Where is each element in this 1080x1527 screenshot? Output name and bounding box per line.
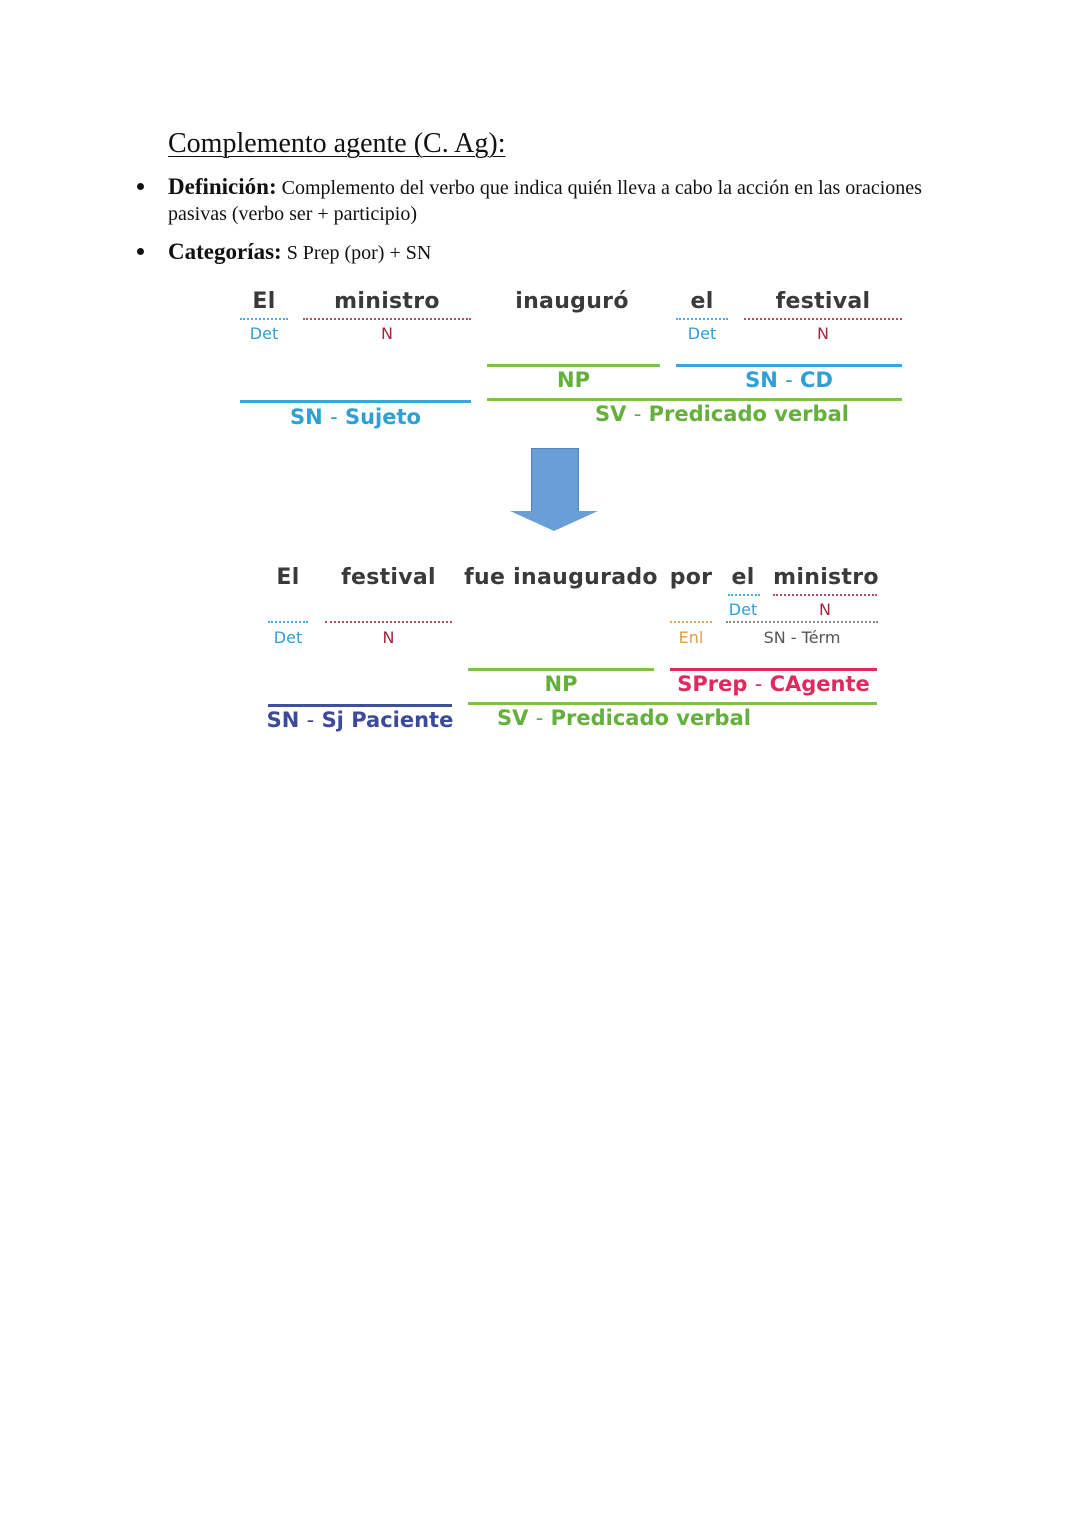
dotted-underline [268, 621, 308, 623]
tag-det: Det [273, 628, 303, 647]
bullet-icon [137, 248, 149, 260]
tag-n: N [381, 324, 393, 343]
tag-det: Det [728, 600, 758, 619]
tag-n: N [817, 324, 829, 343]
label-sprep-cagente: SPrep - CAgente [677, 672, 870, 696]
np-bracket-line [468, 668, 654, 671]
np-bracket-line [487, 364, 660, 367]
definition-bullet [168, 174, 928, 227]
word-inauguro: inauguró [515, 289, 629, 314]
label-sn-sujeto: SN - Sujeto [290, 405, 421, 429]
tag-enl: Enl [678, 628, 704, 647]
dotted-underline [773, 594, 877, 596]
down-arrow-icon [531, 448, 579, 513]
sv-bracket-line [487, 398, 902, 401]
sprep-bracket-line [670, 668, 877, 671]
dotted-underline [728, 594, 760, 596]
definition-label: Definición: [168, 174, 277, 199]
sn-cd-bracket-line [676, 364, 902, 367]
dotted-underline [670, 621, 712, 623]
dotted-underline [325, 621, 452, 623]
label-np: NP [557, 368, 590, 392]
tag-det: Det [687, 324, 717, 343]
definition-text: Complemento del verbo que indica quién lleva a cabo la acción en las oraciones pasivas (verbo ser + participio) [168, 177, 922, 225]
label-sv-predicado: SV - Predicado verbal [595, 402, 849, 426]
page-title: Complemento agente (C. Ag): [168, 128, 506, 159]
word-el: El [252, 289, 276, 314]
categories-text: S Prep (por) + SN [286, 242, 432, 264]
word-festival: festival [341, 565, 436, 590]
label-sv-predicado: SV - Predicado verbal [497, 706, 751, 730]
tag-n: N [382, 628, 395, 647]
dotted-underline [676, 318, 728, 320]
word-el: el [731, 565, 755, 590]
dotted-underline [303, 318, 471, 320]
word-por: por [669, 565, 713, 590]
word-fue-inaugurado: fue inaugurado [464, 565, 658, 590]
dotted-underline [240, 318, 288, 320]
word-el: El [276, 565, 300, 590]
label-sn-sj-paciente: SN - Sj Paciente [266, 708, 454, 732]
down-arrow-head-icon [510, 511, 598, 531]
dotted-underline [744, 318, 902, 320]
tag-n: N [819, 600, 831, 619]
dotted-underline [726, 621, 878, 623]
label-np: NP [544, 672, 578, 696]
word-festival: festival [775, 289, 871, 314]
word-ministro: ministro [334, 289, 440, 314]
categories-label: Categorías: [168, 239, 282, 264]
bullet-icon [137, 183, 149, 195]
word-el: el [690, 289, 714, 314]
tag-det: Det [249, 324, 279, 343]
label-sn-cd: SN - CD [745, 368, 833, 392]
sn-sujeto-bracket-line [240, 400, 471, 403]
sn-paciente-bracket-line [268, 704, 452, 707]
word-ministro: ministro [773, 565, 879, 590]
categories-bullet [168, 239, 928, 266]
sv-bracket-line [468, 702, 877, 705]
tag-sn-term: SN - Térm [763, 628, 841, 647]
